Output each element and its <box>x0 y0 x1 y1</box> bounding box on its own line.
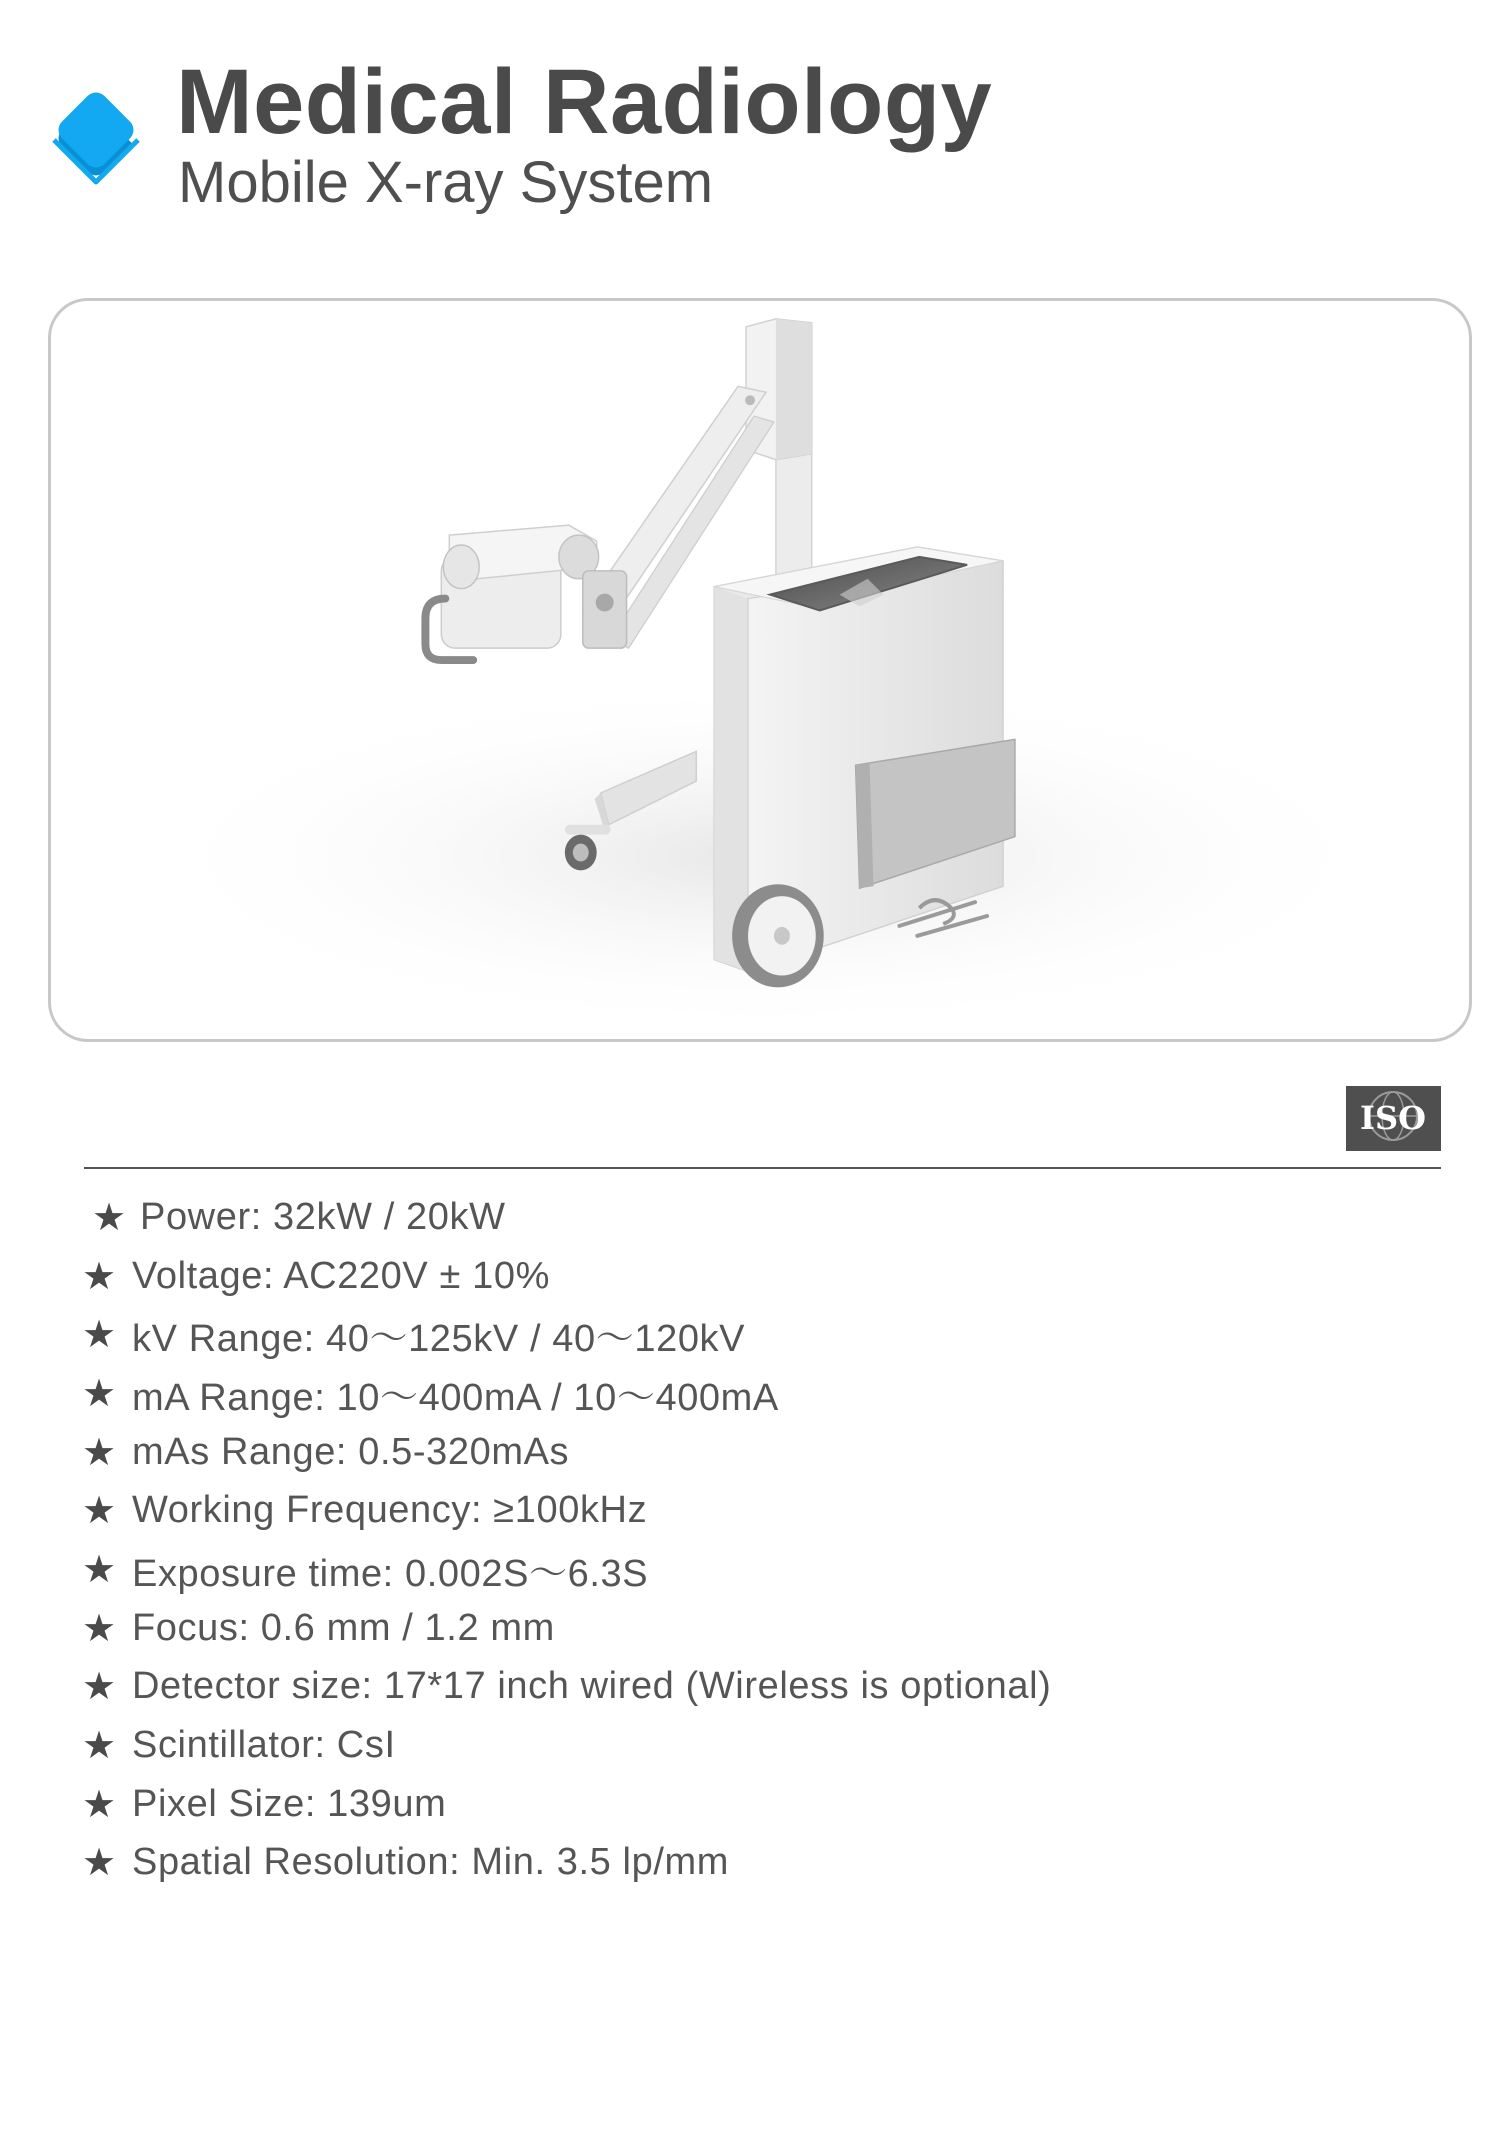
spec-item-ma-range <box>82 1364 1051 1423</box>
spec-text: Spatial Resolution: Min. 3.5 lp/mm <box>132 1841 729 1884</box>
spec-text: Exposure time: 0.002S～6.3S <box>132 1552 649 1595</box>
star-icon: ★ <box>82 1783 117 1826</box>
spec-item-kv-range <box>82 1305 1051 1364</box>
spec-text: Working Frequency: ≥100kHz <box>132 1489 648 1532</box>
iso-badge-label: ISO <box>1360 1099 1426 1137</box>
spec-item-exposure-time <box>82 1540 1051 1599</box>
spec-item-detector-size <box>82 1658 1051 1717</box>
page-subtitle: Mobile X-ray System <box>178 150 714 215</box>
spec-item-focus <box>82 1599 1051 1658</box>
spec-text: Focus: 0.6 mm / 1.2 mm <box>132 1606 555 1649</box>
star-icon: ★ <box>82 1666 117 1709</box>
spec-text: Voltage: AC220V ± 10% <box>132 1254 550 1297</box>
star-icon: ★ <box>82 1314 117 1357</box>
star-icon: ★ <box>82 1607 117 1650</box>
spec-list <box>82 1188 1051 1892</box>
diamond-logo-icon <box>46 82 146 192</box>
star-icon: ★ <box>82 1372 117 1415</box>
section-divider <box>84 1167 1441 1169</box>
spec-text: Scintillator: CsI <box>132 1724 396 1767</box>
star-icon: ★ <box>82 1842 117 1885</box>
star-icon: ★ <box>82 1548 117 1591</box>
spec-item-voltage <box>82 1247 1051 1306</box>
page-title: Medical Radiology <box>176 51 993 153</box>
spec-text: Detector size: 17*17 inch wired (Wireless is optional) <box>132 1665 1052 1708</box>
star-icon: ★ <box>82 1490 117 1533</box>
mobile-xray-machine-icon <box>51 301 1469 1039</box>
spec-item-spatial-resolution <box>82 1834 1051 1893</box>
spec-text: mAs Range: 0.5-320mAs <box>132 1430 570 1473</box>
spec-text: Pixel Size: 139um <box>132 1782 447 1825</box>
product-image-frame <box>48 298 1472 1042</box>
spec-item-power <box>82 1188 1051 1247</box>
star-icon: ★ <box>82 1431 117 1474</box>
spec-text: mA Range: 10～400mA / 10～400mA <box>132 1376 779 1419</box>
spec-item-scintillator <box>82 1716 1051 1775</box>
spec-item-working-frequency <box>82 1481 1051 1540</box>
star-icon: ★ <box>92 1196 127 1239</box>
spec-text: kV Range: 40～125kV / 40～120kV <box>132 1318 746 1361</box>
star-icon: ★ <box>82 1725 117 1768</box>
spec-text: Power: 32kW / 20kW <box>140 1195 506 1238</box>
star-icon: ★ <box>82 1255 117 1298</box>
iso-certification-badge <box>1346 1086 1441 1151</box>
spec-item-mas-range <box>82 1423 1051 1482</box>
spec-item-pixel-size <box>82 1775 1051 1834</box>
